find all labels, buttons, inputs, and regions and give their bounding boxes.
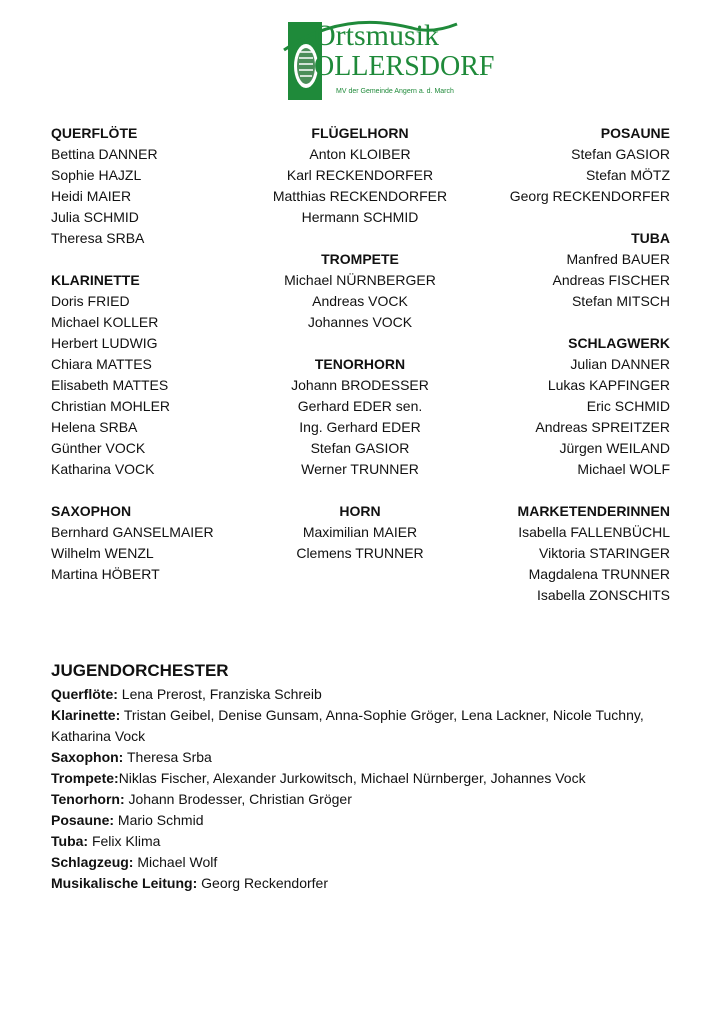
- member-name: Isabella ZONSCHITS: [536, 587, 670, 603]
- member-name: Werner TRUNNER: [301, 461, 419, 477]
- youth-instrument-label: Tuba:: [51, 833, 89, 849]
- youth-title: JUGENDORCHESTER: [51, 661, 229, 680]
- section-gap: [51, 249, 271, 270]
- member-name: Katharina VOCK: [51, 461, 155, 477]
- section-title: SCHLAGWERK: [568, 335, 670, 351]
- member-name: Hermann SCHMID: [301, 209, 419, 225]
- youth-instrument-label: Tenorhorn:: [51, 791, 125, 807]
- member-name: Isabella FALLENBÜCHL: [518, 524, 670, 540]
- member-name: Maximilian MAIER: [302, 524, 418, 540]
- member-name: Andreas SPREITZER: [535, 419, 670, 435]
- member-name: Clemens TRUNNER: [296, 545, 424, 561]
- member-name: Helena SRBA: [51, 419, 138, 435]
- column-left: [51, 123, 271, 585]
- youth-members: Felix Klima: [88, 833, 161, 849]
- member-name: Eric SCHMID: [586, 398, 670, 414]
- member-name: Jürgen WEILAND: [559, 440, 670, 456]
- youth-instrument-label: Musikalische Leitung:: [51, 875, 198, 891]
- youth-members: Michael Wolf: [133, 854, 218, 870]
- youth-instrument-label: Trompete:: [51, 770, 119, 786]
- member-name: Stefan GASIOR: [310, 440, 410, 456]
- member-name: Karl RECKENDORFER: [286, 167, 434, 183]
- youth-members: Tristan Geibel, Denise Gunsam, Anna-Sophie Gröger, Lena Lackner, Nicole Tuchny, Katharina Vock: [51, 707, 644, 744]
- logo-subtitle: OLLERSDORF: [314, 51, 495, 82]
- member-name: Wilhelm WENZL: [51, 545, 154, 561]
- youth-members: Niklas Fischer, Alexander Jurkowitsch, Michael Nürnberger, Johannes Vock: [118, 770, 586, 786]
- youth-instrument-label: Posaune:: [51, 812, 115, 828]
- youth-instrument-label: Saxophon:: [51, 749, 124, 765]
- member-name: Theresa SRBA: [51, 230, 145, 246]
- member-name: Doris FRIED: [51, 293, 130, 309]
- member-name: Sophie HAJZL: [51, 167, 142, 183]
- youth-row: [51, 852, 681, 873]
- member-name: Günther VOCK: [51, 440, 146, 456]
- youth-instrument-label: Schlagzeug:: [51, 854, 134, 870]
- member-name: Julia SCHMID: [51, 209, 139, 225]
- youth-row: [51, 810, 681, 831]
- youth-members: Georg Reckendorfer: [197, 875, 328, 891]
- section-gap: [440, 312, 670, 333]
- section-title: QUERFLÖTE: [51, 125, 138, 141]
- youth-row: [51, 684, 681, 705]
- youth-members: Johann Brodesser, Christian Gröger: [124, 791, 352, 807]
- member-name: Lukas KAPFINGER: [547, 377, 670, 393]
- member-name: Herbert LUDWIG: [51, 335, 158, 351]
- member-name: Manfred BAUER: [566, 251, 670, 267]
- youth-members: Mario Schmid: [114, 812, 204, 828]
- member-name: Bettina DANNER: [51, 146, 158, 162]
- member-name: Heidi MAIER: [51, 188, 132, 204]
- youth-instrument-label: Klarinette:: [51, 707, 121, 723]
- member-name: Magdalena TRUNNER: [528, 566, 670, 582]
- section-gap: [440, 207, 670, 228]
- member-name: Stefan MÖTZ: [585, 167, 670, 183]
- section-title: MARKETENDERINNEN: [517, 503, 670, 519]
- member-name: Andreas VOCK: [312, 293, 408, 309]
- section-title: SAXOPHON: [51, 503, 132, 519]
- member-name: Michael KOLLER: [51, 314, 159, 330]
- member-name: Stefan MITSCH: [571, 293, 670, 309]
- member-name: Bernhard GANSELMAIER: [51, 524, 214, 540]
- member-name: Elisabeth MATTES: [51, 377, 169, 393]
- member-name: Johann BRODESSER: [291, 377, 429, 393]
- youth-instrument-label: Querflöte:: [51, 686, 118, 702]
- member-name: Chiara MATTES: [51, 356, 152, 372]
- member-name: Michael WOLF: [577, 461, 670, 477]
- member-name: Matthias RECKENDORFER: [272, 188, 448, 204]
- member-name: Christian MOHLER: [51, 398, 171, 414]
- section-gap: [440, 480, 670, 501]
- section-title: TROMPETE: [321, 251, 399, 267]
- member-name: Johannes VOCK: [307, 314, 413, 330]
- youth-row: [51, 831, 681, 852]
- section-title: TENORHORN: [314, 356, 406, 372]
- youth-row: [51, 747, 681, 768]
- youth-row: [51, 768, 681, 789]
- logo-caption: MV der Gemeinde Angern a. d. March: [336, 88, 454, 95]
- youth-row: [51, 873, 681, 894]
- youth-members: Lena Prerost, Franziska Schreib: [117, 686, 322, 702]
- youth-row: [51, 705, 681, 747]
- section-title: HORN: [339, 503, 381, 519]
- section-title: FLÜGELHORN: [311, 125, 409, 141]
- section-title: POSAUNE: [600, 125, 670, 141]
- logo-title: Ortsmusik: [314, 19, 440, 52]
- member-name: Michael NÜRNBERGER: [284, 272, 436, 288]
- member-name: Anton KLOIBER: [309, 146, 411, 162]
- member-name: Andreas FISCHER: [552, 272, 670, 288]
- member-name: Gerhard EDER sen.: [297, 398, 423, 414]
- logo: [282, 19, 495, 104]
- member-name: Ing. Gerhard EDER: [299, 419, 421, 435]
- section-title: KLARINETTE: [51, 272, 140, 288]
- section-gap: [51, 480, 271, 501]
- member-name: Julian DANNER: [570, 356, 670, 372]
- column-right: [440, 123, 670, 606]
- member-name: Georg RECKENDORFER: [509, 188, 670, 204]
- youth-rows: [51, 684, 681, 894]
- member-name: Viktoria STARINGER: [539, 545, 670, 561]
- youth-row: [51, 789, 681, 810]
- member-name: Stefan GASIOR: [571, 146, 670, 162]
- youth-orchestra: [51, 660, 681, 894]
- section-title: TUBA: [631, 230, 670, 246]
- member-name: Martina HÖBERT: [51, 566, 160, 582]
- youth-members: Theresa Srba: [123, 749, 212, 765]
